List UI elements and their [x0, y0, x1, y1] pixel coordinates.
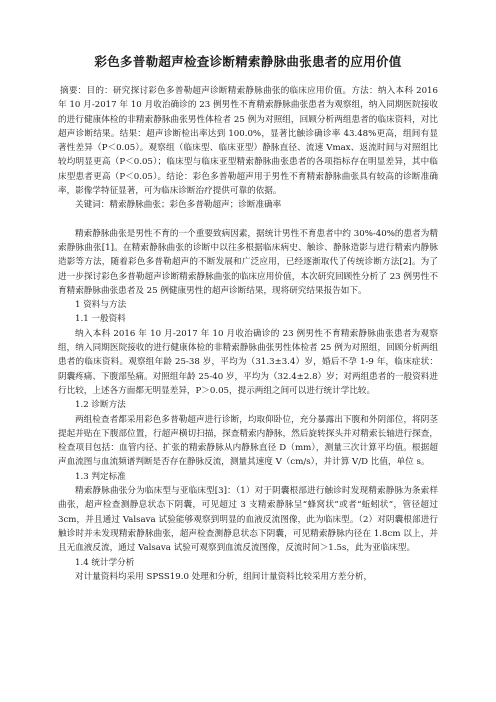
keywords: 关键词：精索静脉曲张；彩色多普勒超声；诊断准确率 [75, 200, 282, 211]
subsection-heading: 1.1 一般资料 [75, 314, 126, 325]
section-heading: 1 资料与方法 [75, 300, 127, 311]
body-paragraph: 精索静脉曲张分为临床型与亚临床型[3]：（1）对于阴囊根部进行触诊时发现精索静脉为条索样曲张，超声检查测静息状态下阴囊，可见超过 3 支精索静脉呈“蜂窝状”或者“蚯蚓状”，管径超过 3cm，并且通过 Valsava 试验能够观察到明显的血液反流图像，此为临床型。（2）对阴囊根部进行触诊时并未发现精索静脉曲张，超声检查测静息状态下阴囊，可见精索静脉内径在 1.8cm 以上，并且无血液反流，通过 Valsava 试验可观察到血流反流图像，反流时间＞1.5s，此为亚临床型。 [58, 486, 438, 554]
subsection-heading: 1.2 诊断方法 [75, 400, 126, 411]
subsection-heading: 1.4 统计学分析 [75, 557, 135, 568]
body-paragraph: 对计量资料均采用 SPSS19.0 处理和分析，组间计量资料比较采用方差分析， [75, 571, 373, 582]
intro-paragraph: 精索静脉曲张是男性不育的一个重要致病因素，据统计男性不育患者中约 30%-40%的患者为精索静脉曲张[1]。在精索静脉曲张的诊断中以往多根据临床病史、触诊、静脉造影与进行精索内静脉造影等方法，随着彩色多普勒超声的不断发展和广泛应用，已经逐渐取代了传统诊断方法[2]。为了进一步探讨彩色多普勒超声诊断精索静脉曲张的临床应用价值，本次研究回顾性分析了 23 例男性不育精索静脉曲张患者及 25 例健康男性的超声诊断结果，现将研究结果报告如下。 [58, 228, 438, 296]
abstract: 摘要：目的：研究探讨彩色多普勒超声诊断精索静脉曲张的临床应用价值。方法：纳入本科 2016 年 10 月-2017 年 10 月收治确诊的 23 例男性不育精索静脉曲张患者为观察组，纳入同期医院接收的进行健康体检的非精索静脉曲张男性体检者 25 例为对照组，回顾分析两组患者的临床资料，对比超声诊断结果。结果：超声诊断检出率达到 100.0%，显著比触诊确诊率 43.48%更高，组间有显著性差异（P＜0.05）。观察组（临床型、临床亚型）静脉直径、流速 Vmax、返流时间与对照组比较均明显更高（P＜0.05）；临床型与临床亚型精索静脉曲张患者的各项指标存在明显差异，其中临床型患者更高（P＜0.05）。结论：彩色多普勒超声用于男性不育精索静脉曲张具有较高的诊断准确率，影像学特征显著，可为临床诊断治疗提供可靠的依据。 [58, 86, 438, 197]
body-paragraph: 两组检查者都采用彩色多普勒超声进行诊断，均取仰卧位，充分暴露出下腹和外阴部位，将阴茎提起并贴在下腹部位置，行超声横切扫描，探查精索内静脉，然后旋转探头并对精索长轴进行探查，检查项目包括：血管内径、扩张的精索静脉从内静脉直径 D（mm），测量三次计算平均值。根据超声血流图与血流频谱判断是否存在静脉反流，测量其速度 V（cm/s），并计算 V/D 比值，单位 s。 [58, 414, 438, 468]
body-paragraph: 纳入本科 2016 年 10 月-2017 年 10 月收治确诊的 23 例男性不育精索静脉曲张患者为观察组，纳入同期医院接收的进行健康体检的非精索静脉曲张男性体检者 25 例为对照组，回顾分析两组患者的临床资料。观察组年龄 25-38 岁，平均为（31.3±3.4）岁，婚后不孕 1-9 年，临床症状：阴囊疼痛、下腹部坠痛。对照组年龄 25-40 岁，平均为（32.4±2.8）岁；对两组患者的一般资料进行比较，上述各方面都无明显差异，P＞0.05，提示两组之间可以进行统计学比较。 [58, 328, 438, 396]
subsection-heading: 1.3 判定标准 [75, 471, 126, 482]
paper-title: 彩色多普勒超声检查诊断精索静脉曲张患者的应用价值 [94, 54, 402, 69]
